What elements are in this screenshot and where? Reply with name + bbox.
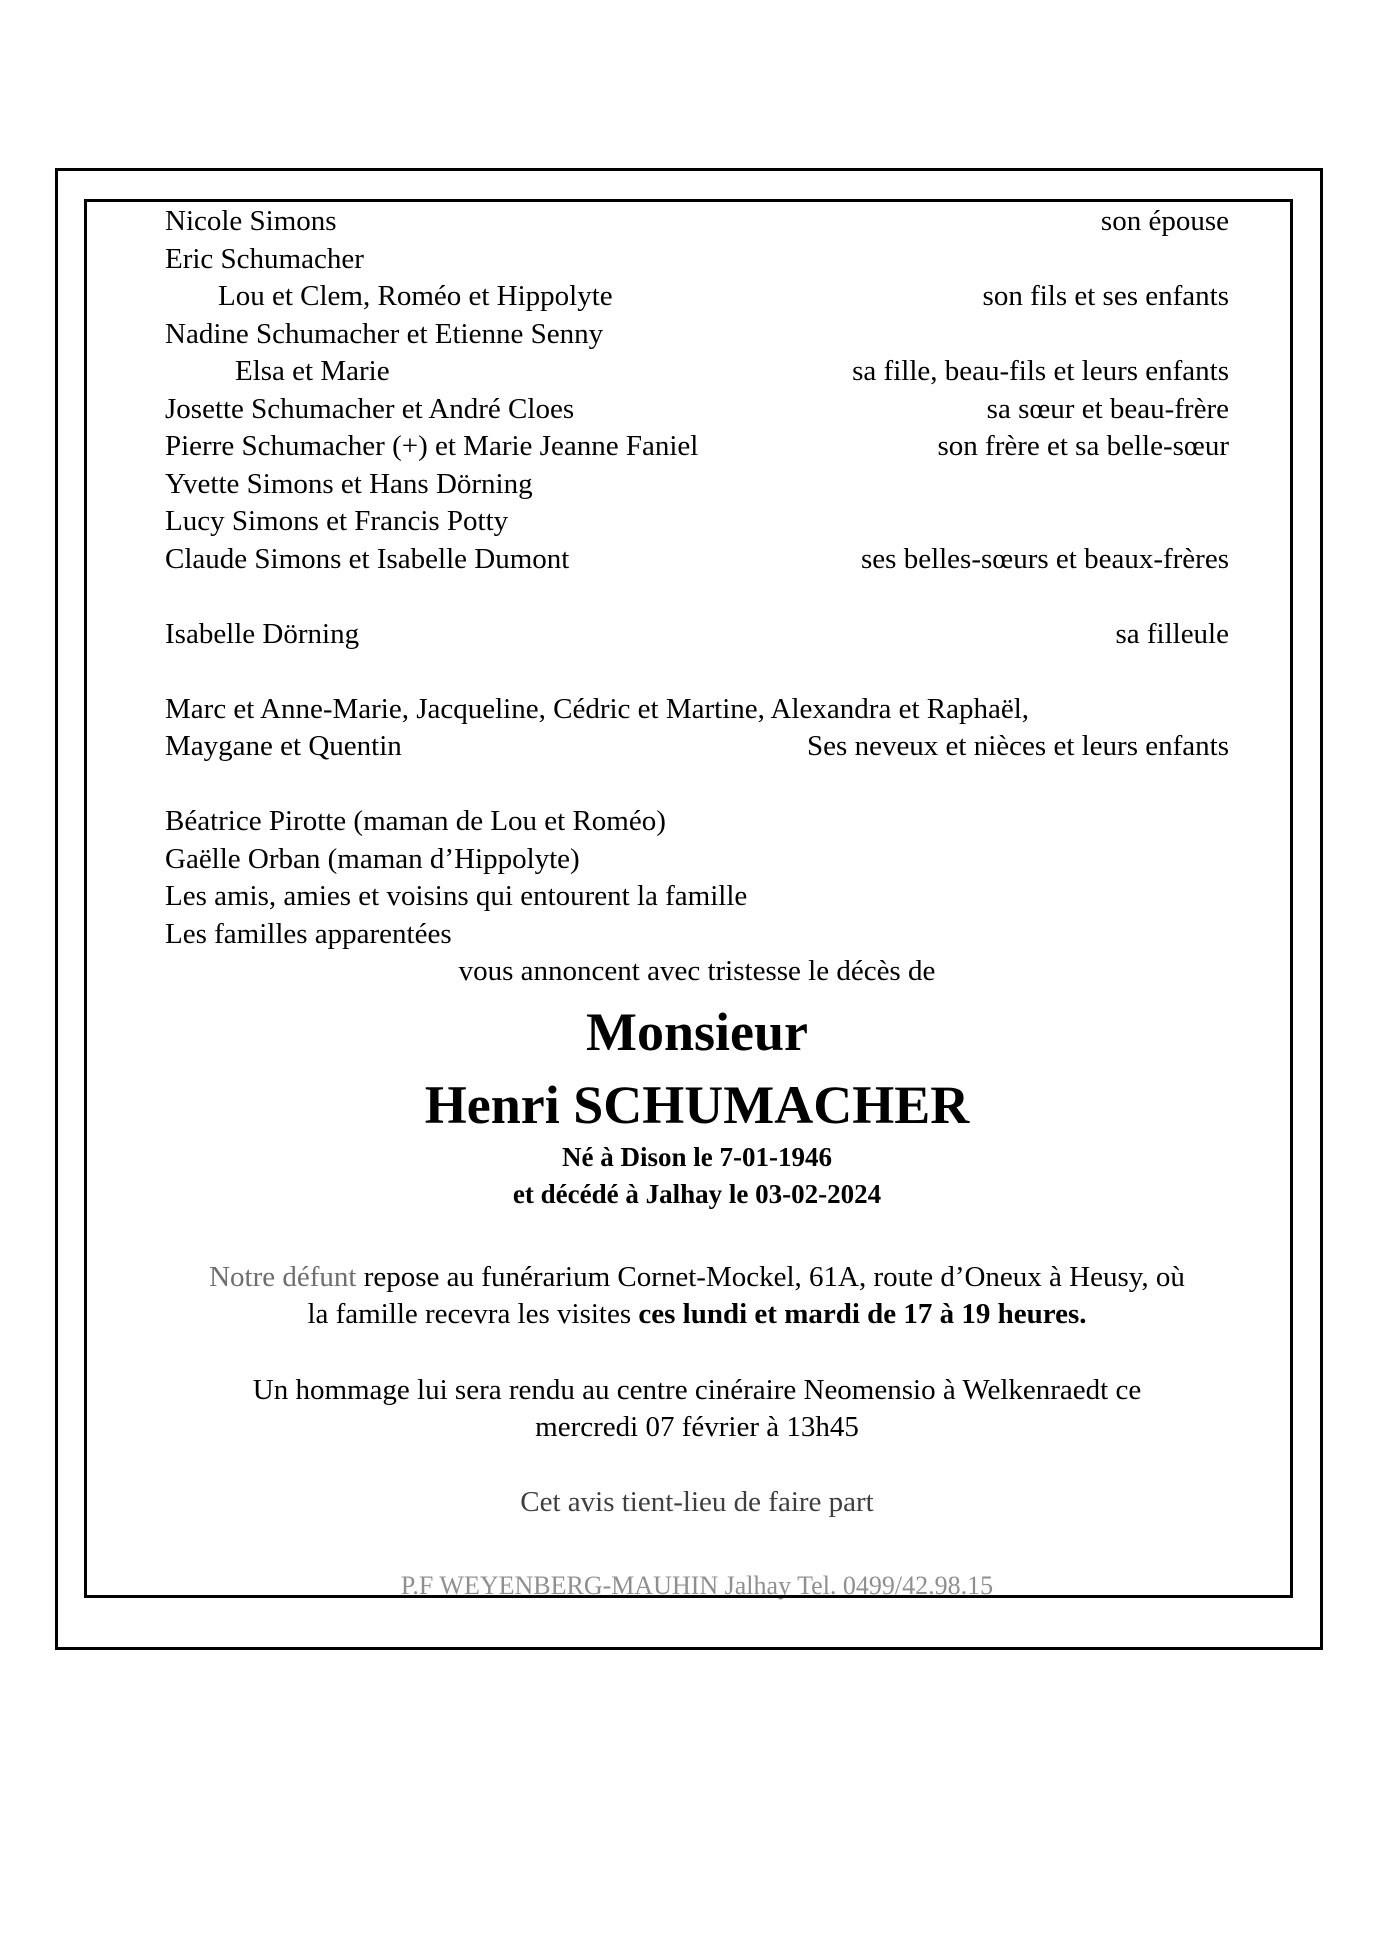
family-names: Les familles apparentées — [165, 917, 452, 950]
deceased-block — [165, 996, 1229, 1142]
family-relation: Ses neveux et nièces et leurs enfants — [807, 730, 1229, 762]
ceremony-line2: mercredi 07 février à 13h45 — [535, 1411, 859, 1443]
visitation-line1 — [165, 1259, 1229, 1297]
family-names: Béatrice Pirotte (maman de Lou et Roméo) — [165, 805, 666, 837]
family-row — [165, 466, 1229, 504]
visitation-line2-normal: la famille recevra les visites — [307, 1298, 639, 1330]
family-relation: son fils et ses enfants — [982, 280, 1229, 312]
deceased-title: Monsieur — [586, 1001, 808, 1062]
closing-line: Cet avis tient-lieu de faire part — [520, 1485, 874, 1518]
family-names: Elsa et Marie — [235, 355, 390, 387]
family-row — [165, 728, 1229, 766]
family-names: Maygane et Quentin — [165, 730, 402, 762]
family-relation: sa filleule — [1115, 617, 1229, 650]
family-names: Lou et Clem, Roméo et Hippolyte — [218, 280, 613, 312]
funeral-home-footer: P.F WEYENBERG-MAUHIN Jalhay Tel. 0499/42.98.15 — [400, 1571, 994, 1600]
family-row — [165, 653, 1229, 691]
family-relation: son frère et sa belle-sœur — [937, 430, 1229, 462]
family-names: Pierre Schumacher (+) et Marie Jeanne Faniel — [165, 430, 699, 462]
visitation-line2 — [165, 1296, 1229, 1334]
family-names: Marc et Anne-Marie, Jacqueline, Cédric et Martine, Alexandra et Raphaël, — [165, 692, 1030, 725]
family-row — [165, 353, 1229, 391]
family-names: Gaëlle Orban (maman d’Hippolyte) — [165, 842, 580, 875]
visitation-lead: Notre défunt — [209, 1260, 357, 1293]
ceremony-line1: Un hommage lui sera rendu au centre cinéraire Neomensio à Welkenraedt ce — [252, 1373, 1142, 1406]
family-names: Yvette Simons et Hans Dörning — [165, 467, 533, 500]
birth-line: Né à Dison le 7-01-1946 — [562, 1141, 832, 1172]
family-row — [165, 503, 1229, 541]
ceremony-paragraph — [165, 1372, 1229, 1447]
family-relation: son épouse — [1100, 205, 1229, 237]
visitation-paragraph — [165, 1259, 1229, 1334]
family-row — [165, 278, 1229, 316]
family-names: Josette Schumacher et André Cloes — [165, 392, 575, 425]
notice-content — [165, 203, 1229, 1605]
family-names: Nicole Simons — [165, 205, 337, 237]
family-row — [165, 878, 1229, 916]
family-relation: sa sœur et beau-frère — [986, 392, 1229, 425]
family-row — [165, 203, 1229, 241]
family-row — [165, 841, 1229, 879]
visitation-hours: ces lundi et mardi de 17 à 19 heures. — [638, 1298, 1087, 1330]
family-row — [165, 578, 1229, 616]
family-row — [165, 241, 1229, 279]
family-row — [165, 316, 1229, 354]
family-row — [165, 691, 1229, 729]
family-row — [165, 766, 1229, 804]
family-relation: ses belles-sœurs et beaux-frères — [861, 542, 1229, 575]
family-names: Eric Schumacher — [165, 242, 364, 275]
family-list — [165, 203, 1229, 953]
family-row — [165, 916, 1229, 954]
family-names: Les amis, amies et voisins qui entourent la famille — [165, 880, 748, 912]
dates-block — [165, 1139, 1229, 1214]
family-names: Nadine Schumacher et Etienne Senny — [165, 317, 604, 350]
deceased-name: Henri SCHUMACHER — [424, 1074, 970, 1135]
family-row — [165, 541, 1229, 579]
family-relation: sa fille, beau-fils et leurs enfants — [852, 355, 1229, 387]
visitation-line1-rest: repose au funérarium Cornet-Mockel, 61A, route d’Oneux à Heusy, où — [356, 1260, 1185, 1293]
family-row — [165, 616, 1229, 654]
death-line: et décédé à Jalhay le 03-02-2024 — [512, 1179, 882, 1209]
family-row — [165, 391, 1229, 429]
family-row — [165, 428, 1229, 466]
announcement-line: vous annoncent avec tristesse le décès de — [458, 955, 936, 987]
family-names: Claude Simons et Isabelle Dumont — [165, 542, 570, 575]
family-names: Isabelle Dörning — [165, 617, 360, 650]
family-row — [165, 803, 1229, 841]
family-names: Lucy Simons et Francis Potty — [165, 505, 509, 537]
